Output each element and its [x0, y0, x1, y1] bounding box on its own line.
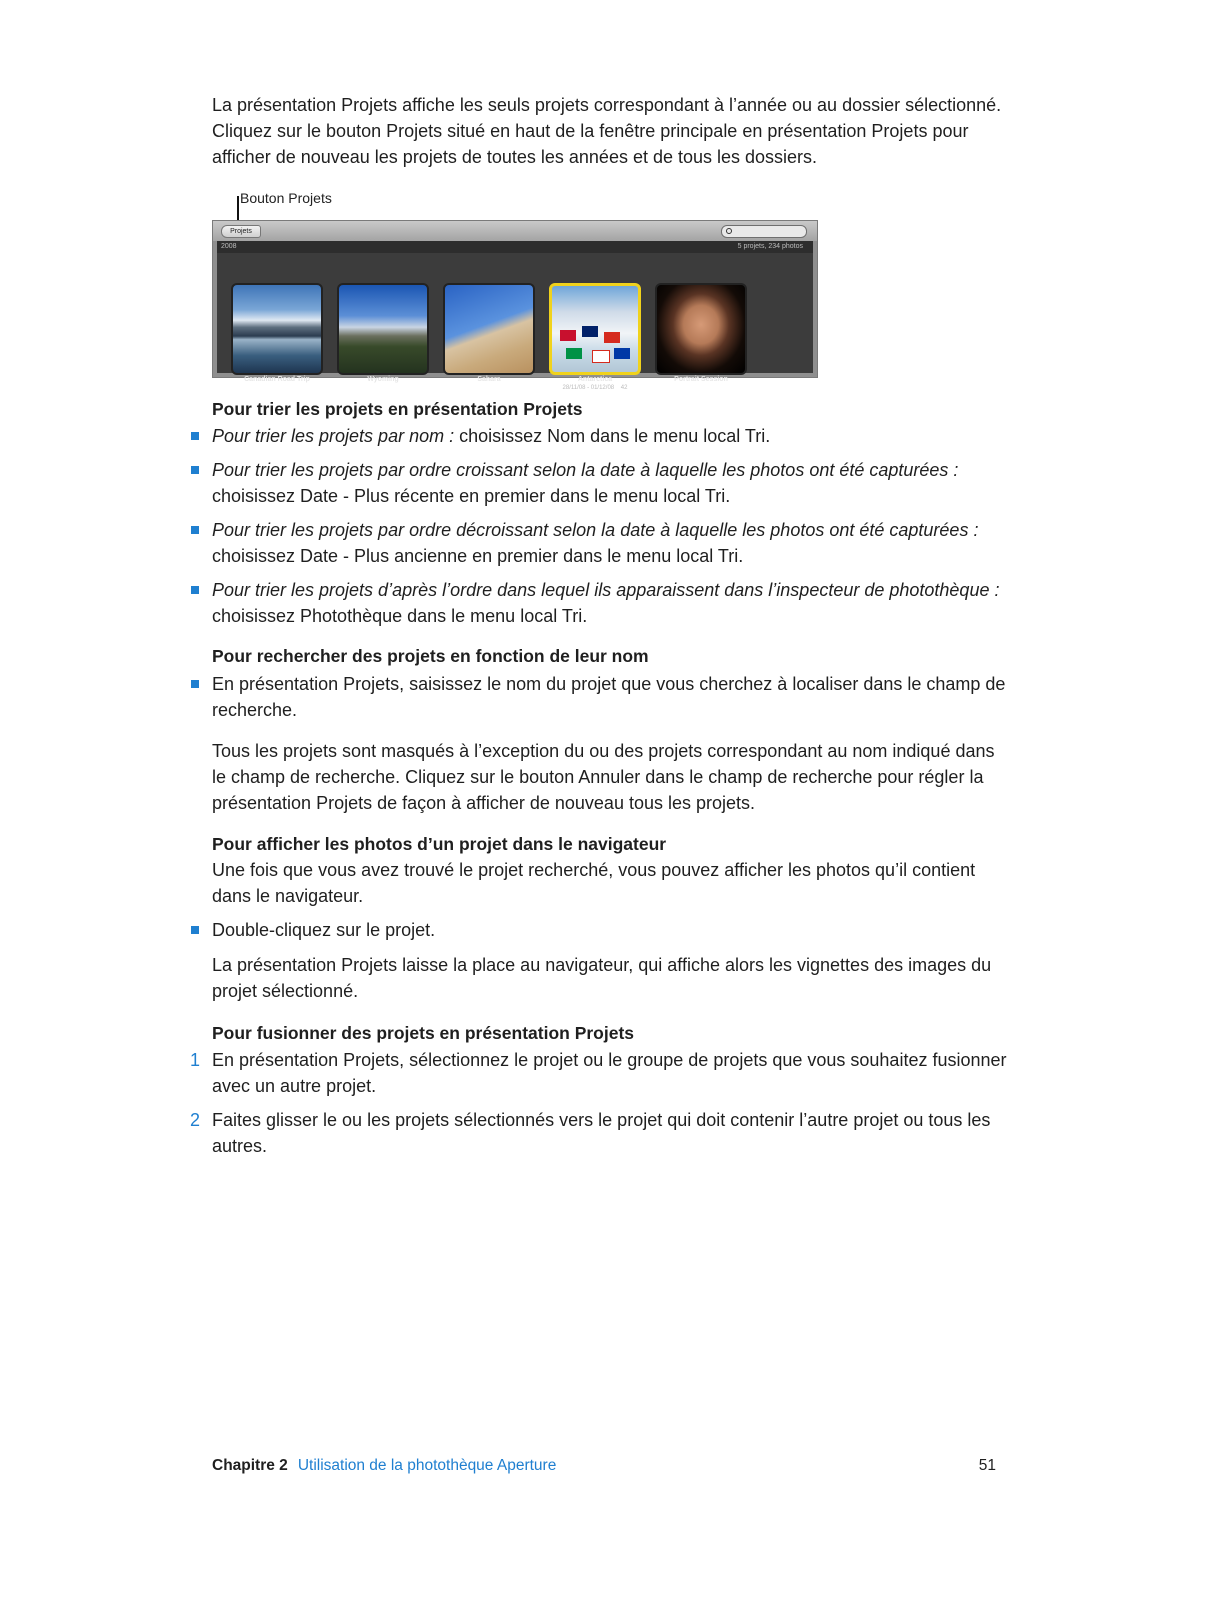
bullet-icon — [191, 926, 199, 934]
projects-button[interactable]: Projets — [221, 225, 261, 238]
page-number: 51 — [978, 1457, 996, 1474]
project-label: Wyoming — [367, 376, 399, 383]
sort-item-text: choisissez Date - Plus récente en premier dans le menu local Tri. — [212, 486, 731, 506]
step-number: 2 — [190, 1110, 201, 1130]
flag-image — [566, 348, 582, 359]
sort-item-text: choisissez Photothèque dans le menu local Tri. — [212, 606, 588, 626]
flag-image — [582, 326, 598, 337]
project-thumb-wyoming[interactable] — [337, 283, 429, 375]
step-text: Faites glisser le ou les projets sélectionnés vers le projet qui doit contenir l’autre projet ou tous les autres. — [212, 1110, 991, 1156]
toolbar — [213, 221, 817, 241]
project-thumb-portrait-session[interactable] — [655, 283, 747, 375]
bullet-icon — [191, 432, 199, 440]
flag-image — [614, 348, 630, 359]
show-paragraph: Une fois que vous avez trouvé le projet recherché, vous pouvez afficher les photos qu’il contient dans le navigateur. — [212, 860, 976, 906]
search-field[interactable] — [721, 225, 807, 238]
step-number: 1 — [190, 1050, 201, 1070]
merge-step — [190, 1107, 1012, 1159]
show-bullet-text: Double-cliquez sur le projet. — [212, 920, 436, 940]
sort-item — [212, 577, 1012, 629]
project-count: 5 projets, 234 photos — [737, 243, 803, 250]
project-thumb-canadian-road-trip[interactable] — [231, 283, 323, 375]
step-text: En présentation Projets, sélectionnez le projet ou le groupe de projets que vous souhaitez fusionner avec un autre projet. — [212, 1050, 1007, 1096]
bullet-icon — [191, 586, 199, 594]
project-date-range: 28/11/08 - 01/12/08 — [562, 385, 615, 391]
bullet-icon — [191, 466, 199, 474]
projects-panel — [217, 241, 813, 391]
sort-heading: Pour trier les projets en présentation Projets — [212, 399, 583, 419]
bullet-icon — [191, 680, 199, 688]
sort-item — [212, 517, 1012, 569]
footer-chapter-title[interactable]: Utilisation de la photothèque Aperture — [297, 1457, 557, 1474]
sort-item — [212, 423, 1012, 449]
show-heading: Pour afficher les photos d’un projet dans le navigateur — [212, 834, 667, 854]
search-bullet-text: En présentation Projets, saisissez le nom du projet que vous cherchez à localiser dans le champ de recherche. — [212, 674, 1006, 720]
year-label: 2008 — [221, 243, 237, 250]
footer-chapter: Chapitre 2 — [212, 1457, 288, 1474]
projects-view-screenshot — [212, 220, 818, 391]
sort-item-lead: Pour trier les projets par ordre croissant selon la date à laquelle les photos ont été capturées : — [212, 460, 959, 480]
project-thumb-antarctica[interactable] — [549, 283, 641, 375]
intro-paragraph: La présentation Projets affiche les seuls projets correspondant à l’année ou au dossier sélectionné. Cliquez sur le bouton Projets situé en haut de la fenêtre principale en présentation Projets pour afficher de nouveau les projets de toutes les années et de tous les dossiers. — [212, 95, 1002, 167]
flag-image — [592, 350, 610, 363]
sort-item — [212, 457, 1012, 509]
sort-item-lead: Pour trier les projets par nom : — [212, 426, 455, 446]
sort-item-text: choisissez Date - Plus ancienne en premier dans le menu local Tri. — [212, 546, 744, 566]
show-paragraph-2: La présentation Projets laisse la place au navigateur, qui affiche alors les vignettes des images du projet sélectionné. — [212, 955, 992, 1001]
sort-item-lead: Pour trier les projets d’après l’ordre dans lequel ils apparaissent dans l’inspecteur de photothèque : — [212, 580, 1000, 600]
project-photo-count: 42 — [620, 385, 628, 391]
project-label: Antarctica — [577, 376, 613, 383]
search-bullet — [212, 671, 1012, 723]
footer — [212, 1457, 556, 1475]
flag-image — [560, 330, 576, 341]
show-bullet — [212, 917, 1012, 943]
project-dates — [549, 385, 641, 391]
search-paragraph: Tous les projets sont masqués à l’exception du ou des projets correspondant au nom indiqué dans le champ de recherche. Cliquez sur le bouton Annuler dans le champ de recherche pour régler la présentation Projets de façon à afficher de nouveau tous les projets. — [212, 741, 995, 813]
flag-image — [604, 332, 620, 343]
sort-item-lead: Pour trier les projets par ordre décroissant selon la date à laquelle les photos ont été capturées : — [212, 520, 979, 540]
callout-label: Bouton Projets — [240, 190, 332, 206]
panel-header — [217, 241, 813, 253]
bullet-icon — [191, 526, 199, 534]
search-heading: Pour rechercher des projets en fonction de leur nom — [212, 646, 649, 666]
merge-step — [190, 1047, 1012, 1099]
project-label: Canadian Road Trip — [244, 376, 310, 383]
search-icon — [726, 228, 732, 234]
project-label: Sahara — [477, 376, 501, 383]
merge-heading: Pour fusionner des projets en présentation Projets — [212, 1023, 635, 1043]
sort-item-text: choisissez Nom dans le menu local Tri. — [454, 426, 771, 446]
project-label: Portrait Session — [674, 376, 728, 383]
project-thumb-sahara[interactable] — [443, 283, 535, 375]
